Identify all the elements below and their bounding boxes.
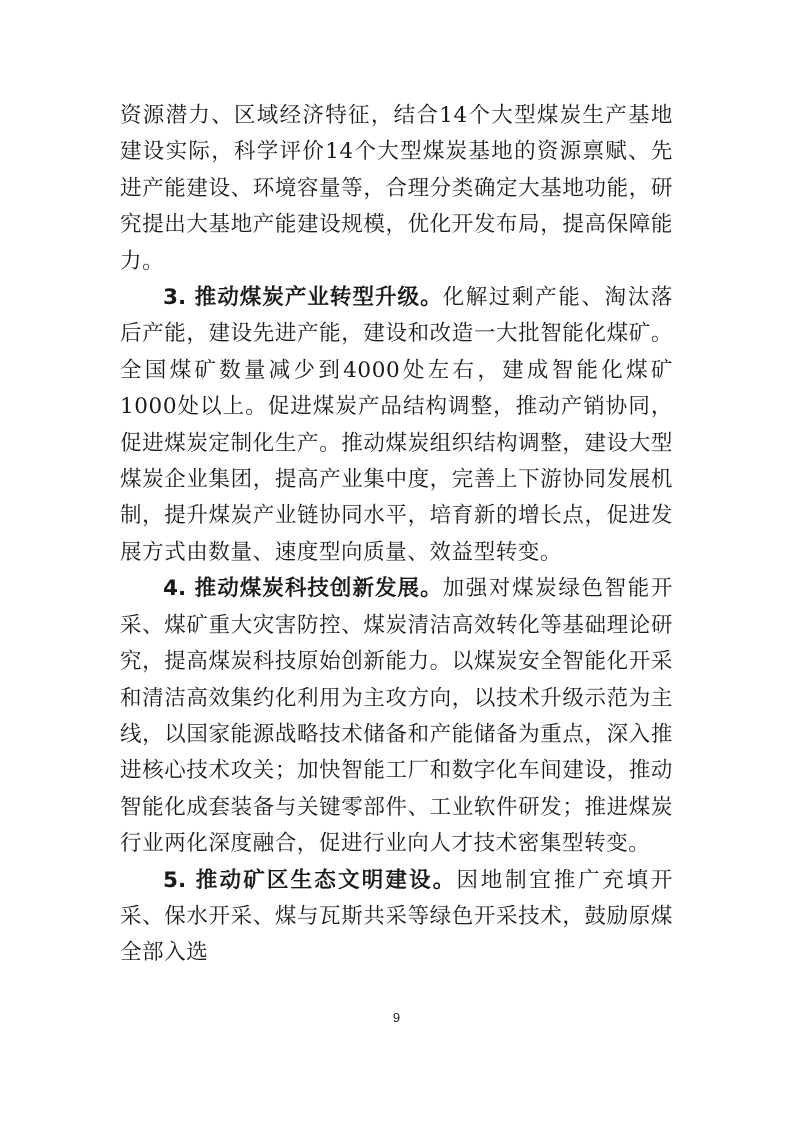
paragraph-text: 加强对煤炭绿色智能开采、煤矿重大灾害防控、煤炭清洁高效转化等基础理论研究，提高煤炭科技原始创新能力。以煤炭安全智能化开采和清洁高效集约化利用为主攻方向，以技术升级示范为主线，以国家能源战略技术储备和产能储备为重点，深入推进核心技术攻关；加快智能工厂和数字化车间建设，推动智能化成套装备与关键零部件、工业软件研发；推进煤炭行业两化深度融合，促进行业向人才技术密集型转变。 xyxy=(120,576,673,857)
paragraph-heading: 5. 推动矿区生态文明建设。 xyxy=(163,867,457,893)
paragraph-text: 因地制宜推广充填开采、保水开采、煤与瓦斯共采等绿色开采技术，鼓励原煤全部入选 xyxy=(120,867,673,966)
paragraph-industry-transformation xyxy=(120,280,673,571)
paragraph-text: 资源潜力、区域经济特征，结合14个大型煤炭生产基地建设实际，科学评价14个大型煤炭基地的资源禀赋、先进产能建设、环境容量等，合理分类确定大基地功能，研究提出大基地产能建设规模，优化开发布局，提高保障能力。 xyxy=(120,103,673,274)
page-number: 9 xyxy=(392,1010,401,1025)
paragraph-heading: 4. 推动煤炭科技创新发展。 xyxy=(163,576,443,602)
paragraph-continuation xyxy=(120,98,673,280)
paragraph-ecological-civilization xyxy=(120,863,673,972)
paragraph-text: 化解过剩产能、淘汰落后产能，建设先进产能，建设和改造一大批智能化煤矿。全国煤矿数量减少到4000处左右，建成智能化煤矿1000处以上。促进煤炭产品结构调整，推动产销协同，促进煤炭定制化生产。推动煤炭组织结构调整，建设大型煤炭企业集团，提高产业集中度，完善上下游协同发展机制，提升煤炭产业链协同水平，培育新的增长点，促进发展方式由数量、速度型向质量、效益型转变。 xyxy=(120,285,673,565)
document-body xyxy=(120,98,673,972)
paragraph-tech-innovation xyxy=(120,571,673,862)
paragraph-heading: 3. 推动煤炭产业转型升级。 xyxy=(163,285,443,311)
